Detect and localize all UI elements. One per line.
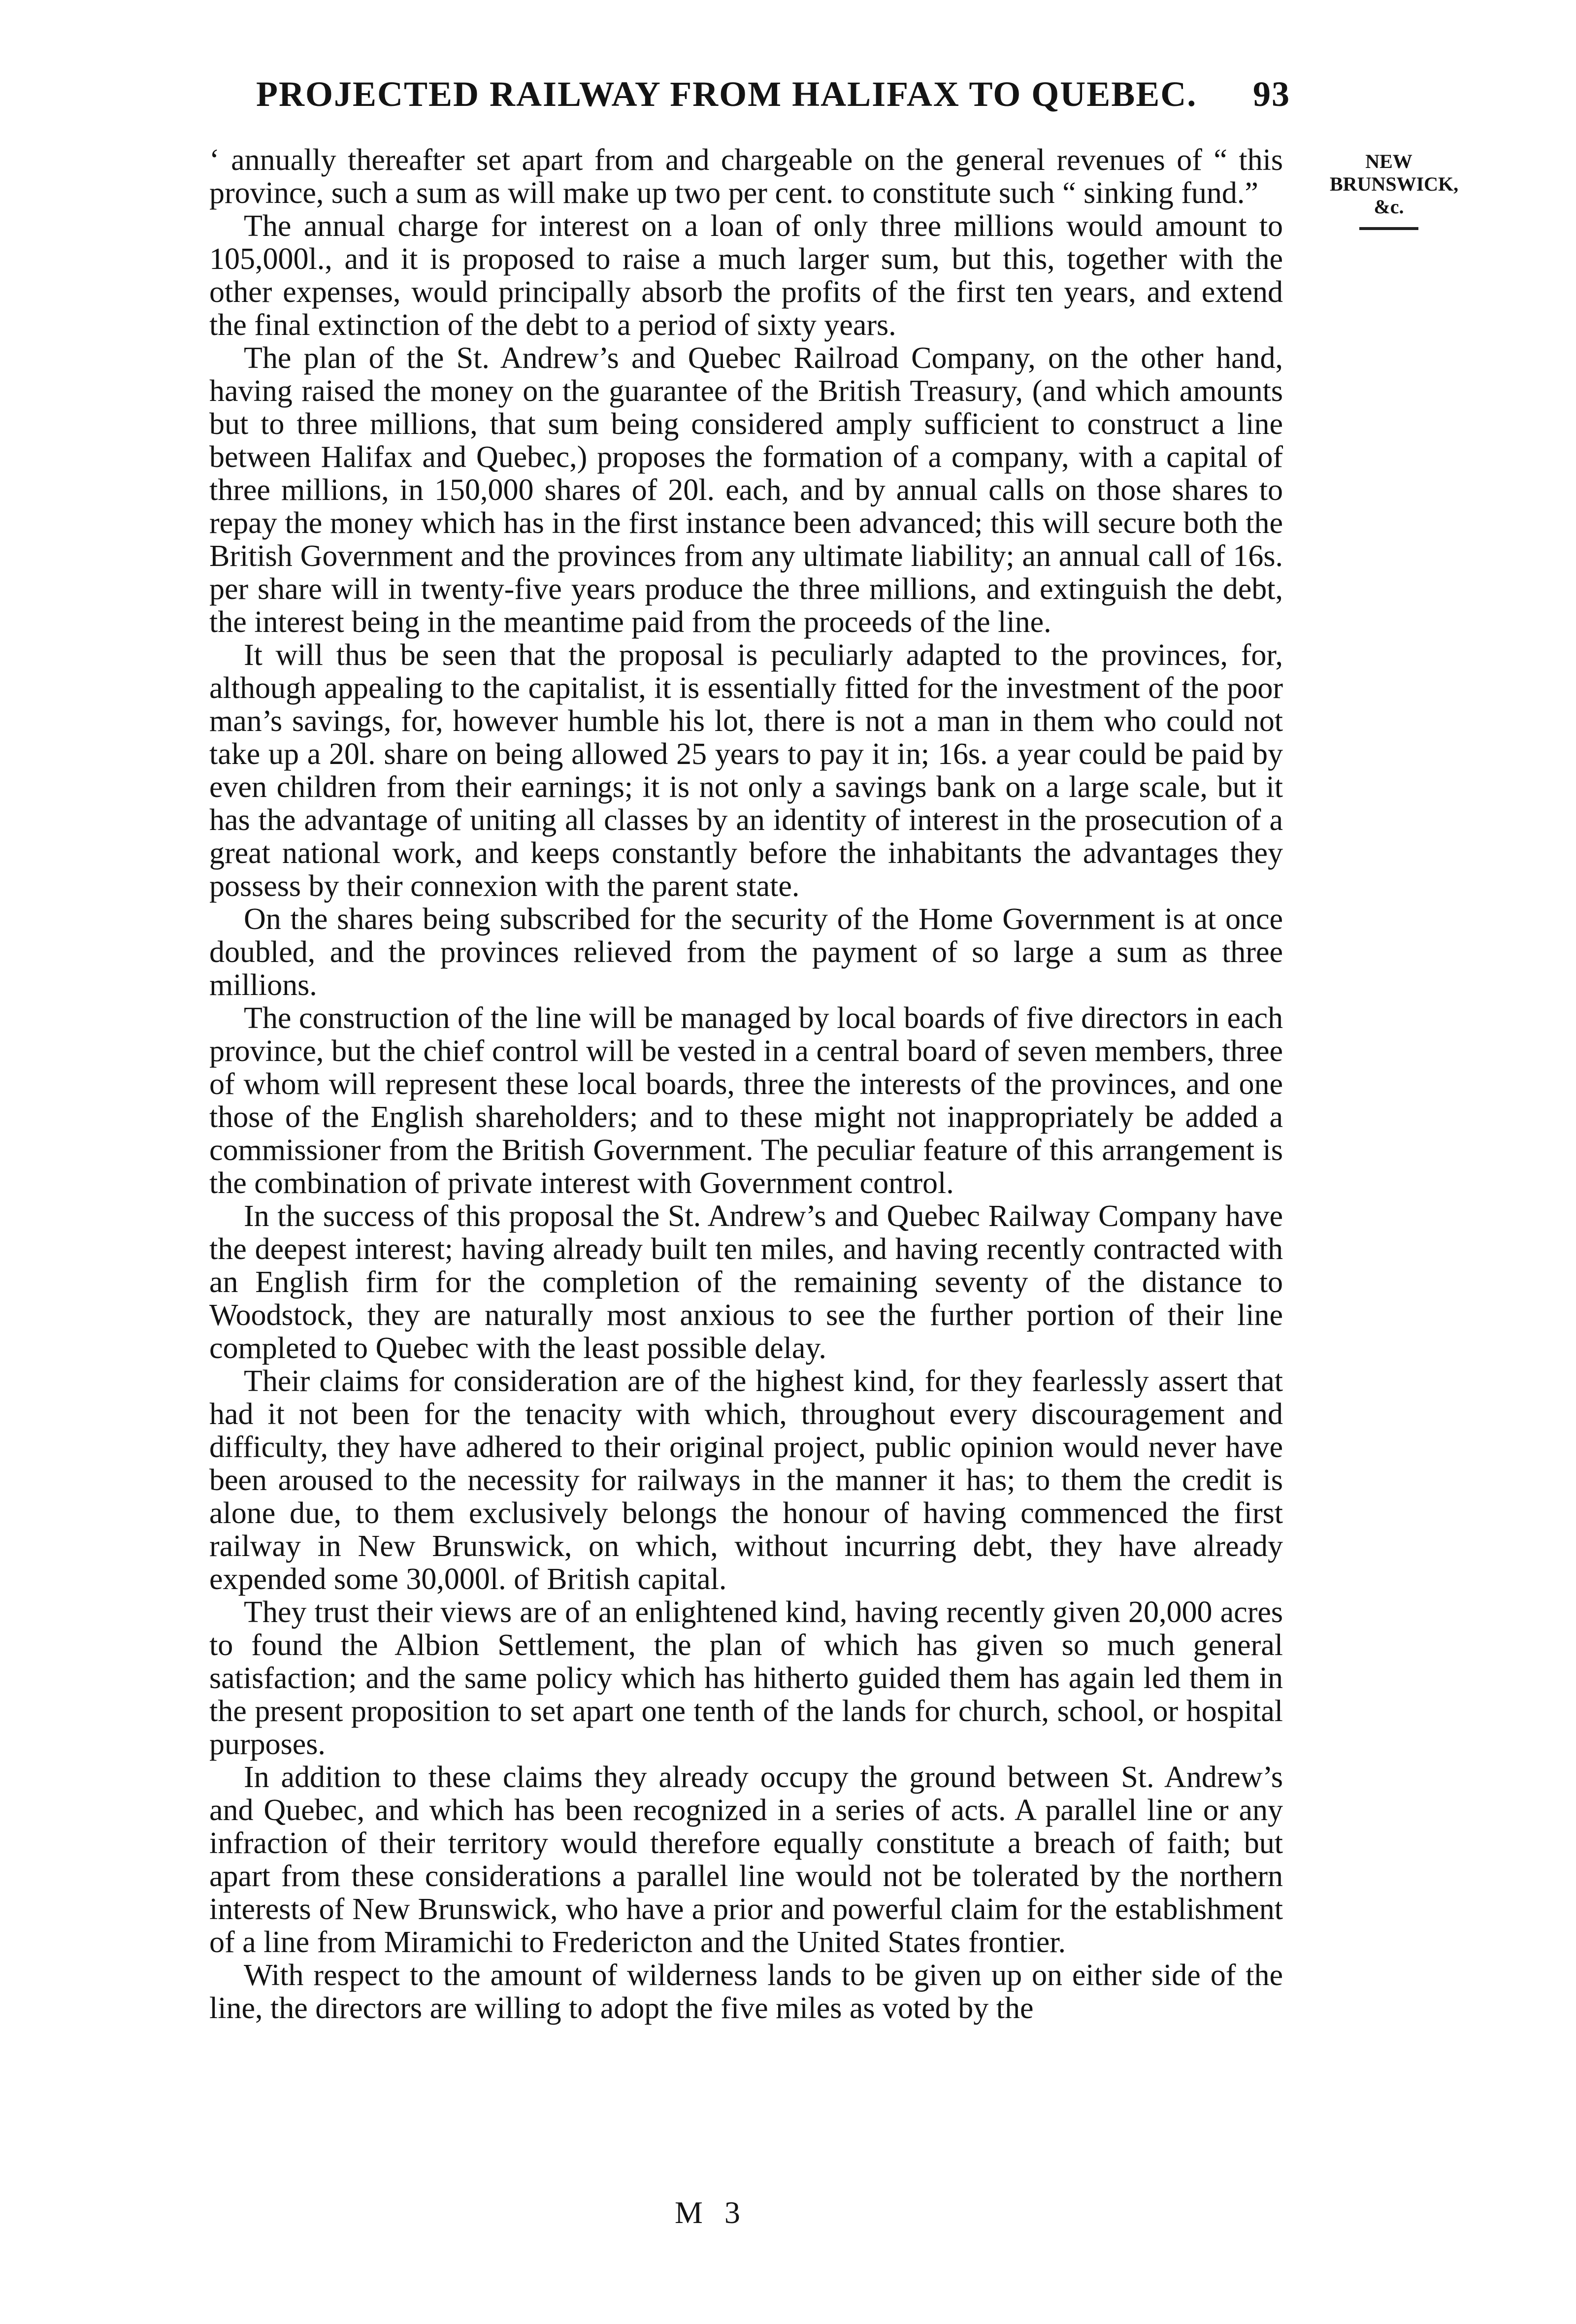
signature-mark: M 3: [675, 2195, 747, 2230]
body-text: [209, 144, 1283, 2025]
margin-note-line-1: NEW: [1365, 150, 1412, 172]
margin-note-line-2: BRUNSWICK,: [1330, 173, 1459, 195]
paragraph-9: They trust their views are of an enlightened kind, having recently given 20,000 acres to found the Albion Settlement, the plan of which has given so much general satisfaction; and the same policy which has hitherto guided them has again led them in the present proposition to set apart one tenth of the lands for church, school, or hospital purposes.: [209, 1595, 1283, 1761]
paragraph-5: On the shares being subscribed for the security of the Home Government is at once doubled, and the provinces relieved from the payment of so large a sum as three millions.: [209, 902, 1283, 1002]
paragraph-2: The annual charge for interest on a loan of only three millions would amount to 105,000l., and it is proposed to raise a much larger sum, but this, together with the other expenses, would principally absorb the profits of the first ten years, and extend the final extinction of the debt to a period of sixty years.: [209, 209, 1283, 342]
page-number: 93: [1253, 74, 1290, 114]
margin-note-rule: [1359, 227, 1418, 230]
paragraph-8: Their claims for consideration are of the highest kind, for they fearlessly assert that had it not been for the tenacity with which, throughout every discouragement and difficulty, they have adhered to their original project, public opinion would never have been aroused to the necessity for railways in the manner it has; to them the credit is alone due, to them exclusively belongs the honour of having commenced the first railway in New Brunswick, on which, without incurring debt, they have already expended some 30,000l. of British capital.: [209, 1364, 1283, 1596]
paragraph-7: In the success of this proposal the St. Andrew’s and Quebec Railway Company have the deepest interest; having already built ten miles, and having recently contracted with an English firm for the completion of the remaining seventy of the distance to Woodstock, they are naturally most anxious to see the further portion of their line completed to Quebec with the least possible delay.: [209, 1199, 1283, 1365]
paragraph-10: In addition to these claims they already occupy the ground between St. Andrew’s and Quebec, and which has been recognized in a series of acts. A parallel line or any infraction of their territory would therefore equally constitute a breach of faith; but apart from these considerations a parallel line would not be tolerated by the northern interests of New Brunswick, who have a prior and powerful claim for the establishment of a line from Miramichi to Fredericton and the United States frontier.: [209, 1760, 1283, 1959]
paragraph-1: ‘ annually thereafter set apart from and chargeable on the general revenues of “ this province, such a sum as will make up two per cent. to constitute such “ sinking fund.”: [209, 143, 1283, 210]
paragraph-4: It will thus be seen that the proposal is peculiarly adapted to the provinces, for, although appealing to the capitalist, it is essentially fitted for the investment of the poor man’s savings, for, however humble his lot, there is not a man in them who could not take up a 20l. share on being allowed 25 years to pay it in; 16s. a year could be paid by even children from their earnings; it is not only a savings bank on a large scale, but it has the advantage of uniting all classes by an identity of interest in the prosecution of a great national work, and keeps constantly before the inhabitants the advantages they possess by their connexion with the parent state.: [209, 638, 1283, 903]
margin-note-line-3: &c.: [1374, 196, 1404, 218]
paragraph-11: With respect to the amount of wilderness lands to be given up on either side of the line, the directors are willing to adopt the five miles as voted by the: [209, 1959, 1283, 2025]
margin-note: [1330, 150, 1459, 230]
paragraph-6: The construction of the line will be managed by local boards of five directors in each province, but the chief control will be vested in a central board of seven members, three of whom will represent these local boards, three the interests of the provinces, and one those of the English shareholders; and to these might not inappropriately be added a commissioner from the British Government. The peculiar feature of this arrangement is the combination of private interest with Government control.: [209, 1001, 1283, 1200]
header-title: PROJECTED RAILWAY FROM HALIFAX TO QUEBEC.: [256, 74, 1197, 114]
paragraph-3: The plan of the St. Andrew’s and Quebec Railroad Company, on the other hand, having raised the money on the guarantee of the British Treasury, (and which amounts but to three millions, that sum being considered amply sufficient to construct a line between Halifax and Quebec,) proposes the formation of a company, with a capital of three millions, in 150,000 shares of 20l. each, and by annual calls on those shares to repay the money which has in the first instance been advanced; this will secure both the British Government and the provinces from any ultimate liability; an annual call of 16s. per share will in twenty-five years produce the three millions, and extinguish the debt, the interest being in the meantime paid from the proceeds of the line.: [209, 341, 1283, 639]
